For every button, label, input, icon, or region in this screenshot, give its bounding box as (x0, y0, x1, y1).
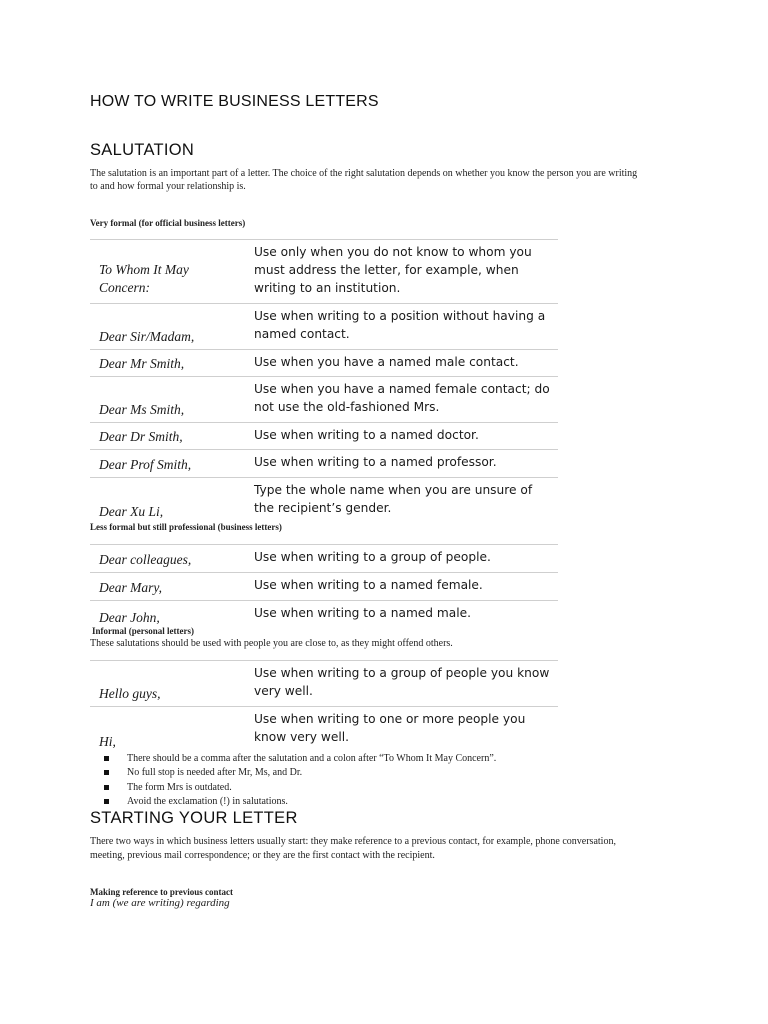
salutation-description: Use when you have a named female contact; do not use the old-fashioned Mrs. (254, 382, 550, 414)
table-row (90, 422, 558, 449)
salutation-term: Dear Prof Smith, (99, 457, 192, 472)
salutation-description: Type the whole name when you are unsure of the recipient’s gender. (254, 483, 533, 515)
starting-heading: STARTING YOUR LETTER (90, 809, 298, 827)
salutation-term: Dear colleagues, (99, 552, 192, 567)
informal-label: Informal (personal letters) (92, 626, 194, 636)
list-item-text: Avoid the exclamation (!) in salutations. (127, 796, 288, 808)
salutation-term: Dear Xu Li, (99, 504, 164, 519)
very-formal-label: Very formal (for official business letters) (90, 218, 246, 228)
table-row (90, 349, 558, 376)
table-row (90, 572, 558, 600)
list-item-text: There should be a comma after the salutation and a colon after “To Whom It May Concern”. (127, 753, 497, 764)
table-row (90, 544, 558, 572)
salutation-description: Use when writing to one or more people you know very well. (254, 712, 526, 744)
previous-contact-example: I am (we are writing) regarding (90, 897, 230, 909)
salutation-description: Use when writing to a position without having a named contact. (254, 309, 546, 341)
salutation-description: Use when writing to a named doctor. (254, 428, 479, 442)
salutation-term: To Whom It May Concern: (99, 262, 189, 295)
salutation-description: Use when writing to a named female. (254, 578, 483, 592)
list-item-text: The form Mrs is outdated. (127, 781, 232, 793)
salutation-description: Use only when you do not know to whom you must address the letter, for example, when writing to an institution. (254, 245, 532, 295)
salutation-description: Use when writing to a group of people you know very well. (254, 666, 550, 698)
salutation-term: Dear John, (99, 610, 160, 625)
salutation-term: Dear Mary, (99, 580, 162, 595)
bullet-square-icon (104, 799, 109, 804)
salutation-term: Hello guys, (99, 686, 161, 701)
less-formal-label: Less formal but still professional (business letters) (90, 522, 282, 532)
table-row (90, 239, 558, 303)
bullet-square-icon (104, 785, 109, 790)
starting-intro-line-2: meeting, previous mail correspondence; or they are the first contact with the recipient. (90, 850, 435, 861)
table-row (90, 477, 558, 522)
salutation-term: Dear Sir/Madam, (99, 329, 195, 344)
salutation-intro-line-1: The salutation is an important part of a letter. The choice of the right salutation depends on whether you know the person you are writing (90, 168, 638, 179)
list-item (104, 795, 496, 809)
list-item (104, 781, 496, 795)
bullet-square-icon (104, 770, 109, 775)
list-item-text: No full stop is needed after Mr, Ms, and Dr. (127, 767, 303, 779)
informal-note: These salutations should be used with people you are close to, as they might offend others. (90, 638, 453, 649)
salutation-description: Use when writing to a named professor. (254, 455, 497, 469)
salutation-term: Hi, (99, 734, 116, 749)
table-row (90, 660, 558, 706)
list-item (104, 752, 496, 766)
table-row (90, 449, 558, 477)
previous-contact-label: Making reference to previous contact (90, 887, 233, 897)
salutation-heading: SALUTATION (90, 141, 195, 159)
salutation-rules-list (104, 752, 496, 810)
table-row (90, 706, 558, 751)
bullet-square-icon (104, 756, 109, 761)
table-row (90, 303, 558, 349)
table-row (90, 600, 558, 627)
salutation-description: Use when you have a named male contact. (254, 355, 519, 369)
salutation-description: Use when writing to a group of people. (254, 550, 491, 564)
salutation-description: Use when writing to a named male. (254, 606, 472, 620)
list-item (104, 766, 496, 780)
starting-intro-line-1: There two ways in which business letters usually start: they make reference to a previous contact, for example, phone conversation, (90, 836, 616, 847)
page-title: HOW TO WRITE BUSINESS LETTERS (90, 93, 379, 110)
salutation-term: Dear Dr Smith, (99, 429, 183, 444)
salutation-term: Dear Mr Smith, (99, 356, 185, 371)
table-row (90, 376, 558, 422)
salutation-term: Dear Ms Smith, (99, 402, 185, 417)
salutation-intro-line-2: to and how formal your relationship is. (90, 181, 246, 192)
